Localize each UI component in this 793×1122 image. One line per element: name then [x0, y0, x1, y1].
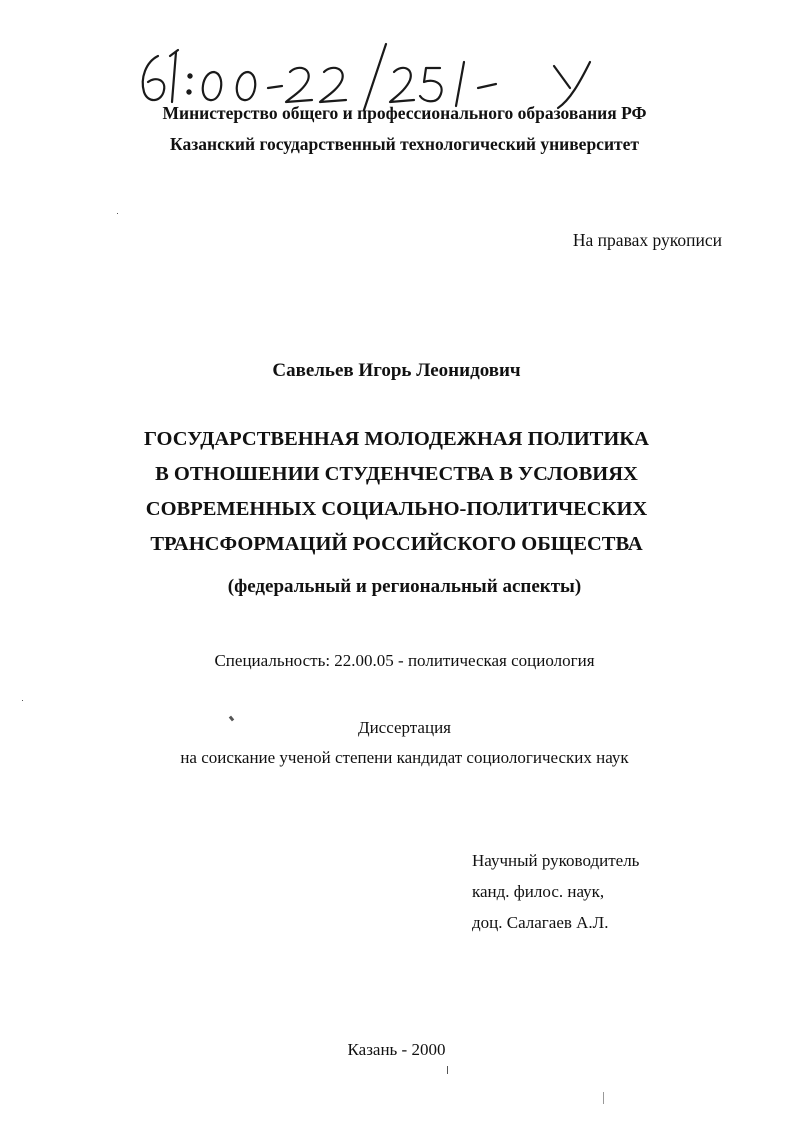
- scan-speck: [603, 1092, 604, 1104]
- specialty-line: Специальность: 22.00.05 - политическая социология: [214, 651, 595, 670]
- title-line: ТРАНСФОРМАЦИЙ РОССИЙСКОГО ОБЩЕСТВА: [150, 533, 643, 555]
- ministry-line: Министерство общего и профессионального образования РФ: [162, 103, 647, 123]
- title-line: СОВРЕМЕННЫХ СОЦИАЛЬНО-ПОЛИТИЧЕСКИХ: [145, 498, 648, 520]
- manuscript-rights-note: На правах рукописи: [572, 230, 722, 250]
- scan-speck: [447, 1066, 448, 1074]
- supervisor-role: Научный руководитель: [472, 851, 640, 870]
- author-name: Савельев Игорь Леонидович: [272, 360, 521, 381]
- supervisor-degree: канд. филос. наук,: [472, 882, 605, 901]
- supervisor-name: доц. Салагаев А.Л.: [472, 913, 609, 932]
- title-line: ГОСУДАРСТВЕННАЯ МОЛОДЕЖНАЯ ПОЛИТИКА: [144, 428, 649, 450]
- dissertation-title: [0, 422, 793, 562]
- title-line: В ОТНОШЕНИИ СТУДЕНЧЕСТВА В УСЛОВИЯХ: [155, 463, 638, 485]
- dissertation-degree: на соискание ученой степени кандидат социологических наук: [180, 748, 629, 767]
- city-year: Казань - 2000: [347, 1040, 446, 1059]
- university-line: Казанский государственный технологический университет: [170, 134, 639, 154]
- supervisor-block: [472, 845, 639, 938]
- dissertation-type: Диссертация: [357, 718, 451, 737]
- scan-speck: [22, 700, 23, 701]
- scan-speck: [117, 213, 118, 214]
- title-subtitle: (федеральный и региональный аспекты): [227, 576, 582, 597]
